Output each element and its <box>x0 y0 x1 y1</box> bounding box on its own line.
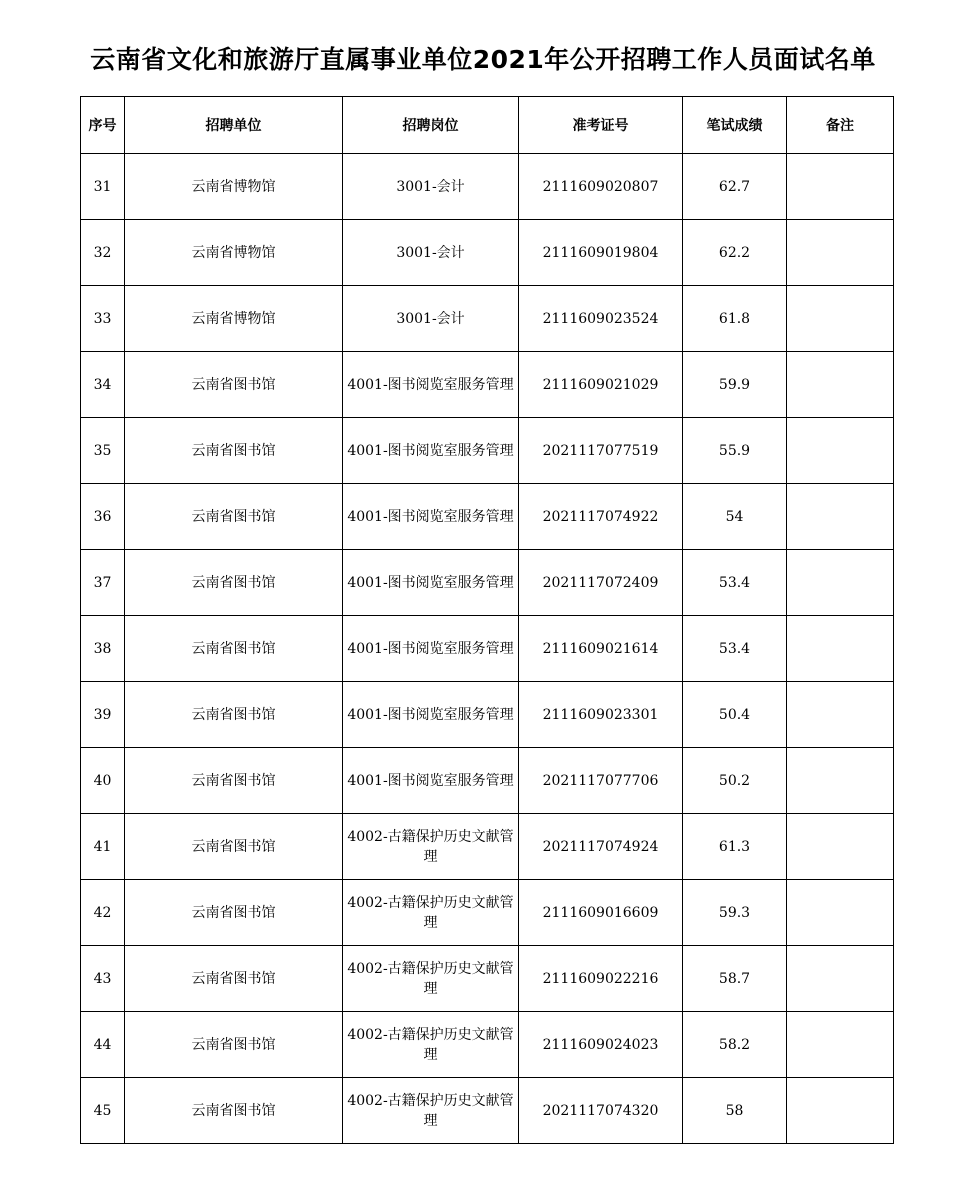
table-row <box>81 484 894 550</box>
cell-seq: 45 <box>81 1078 125 1144</box>
header-post: 招聘岗位 <box>343 97 519 154</box>
cell-seq: 34 <box>81 352 125 418</box>
table-row <box>81 946 894 1012</box>
cell-score: 59.9 <box>683 352 787 418</box>
header-ticket: 准考证号 <box>519 97 683 154</box>
cell-post: 4001-图书阅览室服务管理 <box>343 484 519 550</box>
cell-ticket: 2111609024023 <box>519 1012 683 1078</box>
cell-post: 4001-图书阅览室服务管理 <box>343 550 519 616</box>
cell-remark <box>787 286 894 352</box>
cell-seq: 35 <box>81 418 125 484</box>
cell-ticket: 2111609021029 <box>519 352 683 418</box>
cell-remark <box>787 154 894 220</box>
cell-ticket: 2021117077519 <box>519 418 683 484</box>
table-row <box>81 880 894 946</box>
cell-unit: 云南省图书馆 <box>125 946 343 1012</box>
cell-ticket: 2021117074924 <box>519 814 683 880</box>
cell-ticket: 2111609019804 <box>519 220 683 286</box>
cell-post: 4001-图书阅览室服务管理 <box>343 352 519 418</box>
cell-ticket: 2111609021614 <box>519 616 683 682</box>
cell-score: 58 <box>683 1078 787 1144</box>
cell-unit: 云南省图书馆 <box>125 550 343 616</box>
cell-unit: 云南省图书馆 <box>125 616 343 682</box>
table-row <box>81 154 894 220</box>
cell-score: 58.2 <box>683 1012 787 1078</box>
cell-ticket: 2021117077706 <box>519 748 683 814</box>
table-body <box>81 154 894 1144</box>
cell-post: 4002-古籍保护历史文献管理 <box>343 880 519 946</box>
table-row <box>81 748 894 814</box>
cell-ticket: 2021117074922 <box>519 484 683 550</box>
cell-seq: 43 <box>81 946 125 1012</box>
cell-score: 50.4 <box>683 682 787 748</box>
cell-remark <box>787 220 894 286</box>
cell-seq: 39 <box>81 682 125 748</box>
cell-unit: 云南省图书馆 <box>125 352 343 418</box>
cell-seq: 36 <box>81 484 125 550</box>
cell-seq: 32 <box>81 220 125 286</box>
cell-score: 58.7 <box>683 946 787 1012</box>
header-score: 笔试成绩 <box>683 97 787 154</box>
table-row <box>81 1078 894 1144</box>
table-header-row <box>81 97 894 154</box>
cell-remark <box>787 616 894 682</box>
cell-seq: 38 <box>81 616 125 682</box>
interview-list-table <box>80 96 894 1144</box>
page-title: 云南省文化和旅游厅直属事业单位2021年公开招聘工作人员面试名单 <box>90 45 876 74</box>
cell-remark <box>787 418 894 484</box>
cell-score: 54 <box>683 484 787 550</box>
cell-post: 4002-古籍保护历史文献管理 <box>343 1078 519 1144</box>
cell-post: 3001-会计 <box>343 220 519 286</box>
cell-remark <box>787 748 894 814</box>
cell-remark <box>787 880 894 946</box>
cell-seq: 41 <box>81 814 125 880</box>
cell-unit: 云南省图书馆 <box>125 682 343 748</box>
cell-score: 53.4 <box>683 616 787 682</box>
table-row <box>81 220 894 286</box>
cell-ticket: 2111609023301 <box>519 682 683 748</box>
cell-remark <box>787 682 894 748</box>
cell-post: 3001-会计 <box>343 286 519 352</box>
cell-score: 61.8 <box>683 286 787 352</box>
cell-remark <box>787 352 894 418</box>
cell-score: 59.3 <box>683 880 787 946</box>
table-row <box>81 352 894 418</box>
cell-remark <box>787 814 894 880</box>
cell-unit: 云南省图书馆 <box>125 1078 343 1144</box>
cell-score: 55.9 <box>683 418 787 484</box>
cell-score: 50.2 <box>683 748 787 814</box>
cell-post: 4001-图书阅览室服务管理 <box>343 748 519 814</box>
cell-unit: 云南省图书馆 <box>125 814 343 880</box>
cell-seq: 33 <box>81 286 125 352</box>
cell-unit: 云南省图书馆 <box>125 1012 343 1078</box>
cell-post: 4002-古籍保护历史文献管理 <box>343 1012 519 1078</box>
header-unit: 招聘单位 <box>125 97 343 154</box>
table-row <box>81 616 894 682</box>
cell-unit: 云南省图书馆 <box>125 418 343 484</box>
cell-score: 53.4 <box>683 550 787 616</box>
cell-post: 4001-图书阅览室服务管理 <box>343 616 519 682</box>
cell-score: 62.2 <box>683 220 787 286</box>
table-row <box>81 682 894 748</box>
cell-ticket: 2021117074320 <box>519 1078 683 1144</box>
cell-seq: 31 <box>81 154 125 220</box>
cell-unit: 云南省图书馆 <box>125 880 343 946</box>
cell-ticket: 2021117072409 <box>519 550 683 616</box>
cell-post: 4002-古籍保护历史文献管理 <box>343 814 519 880</box>
cell-score: 61.3 <box>683 814 787 880</box>
cell-seq: 40 <box>81 748 125 814</box>
cell-remark <box>787 1078 894 1144</box>
cell-unit: 云南省图书馆 <box>125 484 343 550</box>
cell-seq: 44 <box>81 1012 125 1078</box>
cell-post: 4001-图书阅览室服务管理 <box>343 418 519 484</box>
cell-ticket: 2111609016609 <box>519 880 683 946</box>
cell-unit: 云南省图书馆 <box>125 748 343 814</box>
cell-unit: 云南省博物馆 <box>125 286 343 352</box>
cell-ticket: 2111609023524 <box>519 286 683 352</box>
cell-remark <box>787 550 894 616</box>
cell-ticket: 2111609022216 <box>519 946 683 1012</box>
cell-unit: 云南省博物馆 <box>125 154 343 220</box>
cell-ticket: 2111609020807 <box>519 154 683 220</box>
cell-post: 4001-图书阅览室服务管理 <box>343 682 519 748</box>
cell-seq: 42 <box>81 880 125 946</box>
table-row <box>81 286 894 352</box>
cell-post: 3001-会计 <box>343 154 519 220</box>
cell-remark <box>787 1012 894 1078</box>
table-row <box>81 418 894 484</box>
header-remark: 备注 <box>787 97 894 154</box>
header-seq: 序号 <box>81 97 125 154</box>
cell-score: 62.7 <box>683 154 787 220</box>
table-row <box>81 550 894 616</box>
cell-unit: 云南省博物馆 <box>125 220 343 286</box>
cell-remark <box>787 484 894 550</box>
cell-remark <box>787 946 894 1012</box>
cell-seq: 37 <box>81 550 125 616</box>
table-row <box>81 814 894 880</box>
cell-post: 4002-古籍保护历史文献管理 <box>343 946 519 1012</box>
table-row <box>81 1012 894 1078</box>
